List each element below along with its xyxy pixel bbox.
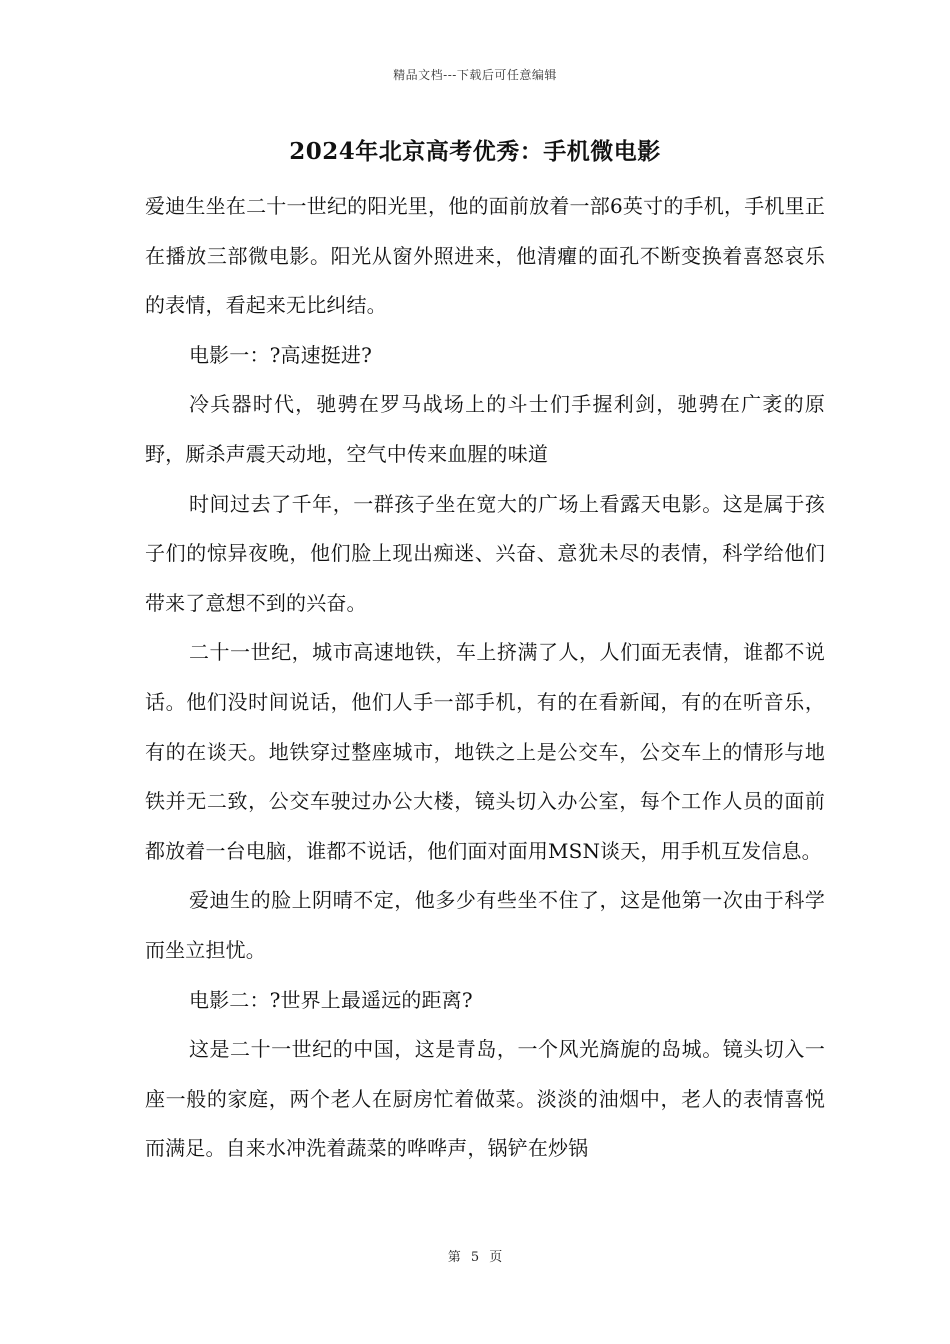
document-body: [145, 182, 825, 1174]
page-number: 第 5 页: [447, 1250, 503, 1265]
paragraph-edison-reaction: 爱迪生的脸上阴晴不定，他多少有些坐不住了，这是他第一次由于科学而坐立担忧。: [145, 888, 825, 962]
paragraph-open-air-movie: 时间过去了千年，一群孩子坐在宽大的广场上看露天电影。这是属于孩子们的惊异夜晚，他们脸上现出痴迷、兴奋、意犹未尽的表情，科学给他们带来了意想不到的兴奋。: [145, 491, 825, 615]
paragraph-movie-two-heading: 电影二：?世界上最遥远的距离?: [189, 987, 473, 1012]
paragraph-subway-scene: 二十一世纪，城市高速地铁，车上挤满了人，人们面无表情，谁都不说话。他们没时间说话，他们人手一部手机，有的在看新闻，有的在听音乐，有的在谈天。地铁穿过整座城市，地铁之上是公交车，公交车上的情形与地铁并无二致，公交车驶过办公大楼，镜头切入办公室，每个工作人员的面前都放着一台电脑，谁都不说话，他们面对面用MSN谈天，用手机互发信息。: [145, 640, 825, 863]
document-title: 2024年北京高考优秀：手机微电影: [289, 138, 661, 165]
paragraph-intro: 爱迪生坐在二十一世纪的阳光里，他的面前放着一部6英寸的手机，手机里正在播放三部微电影。阳光从窗外照进来，他清癯的面孔不断变换着喜怒哀乐的表情，看起来无比纠结。: [145, 194, 825, 318]
running-header: 精品文档---下载后可任意编辑: [393, 68, 557, 82]
paragraph-movie-one-heading: 电影一：?高速挺进?: [189, 342, 372, 367]
paragraph-cold-weapon-era: 冷兵器时代，驰骋在罗马战场上的斗士们手握利剑，驰骋在广袤的原野，厮杀声震天动地，空气中传来血腥的味道: [145, 392, 825, 466]
paragraph-qingdao-scene: 这是二十一世纪的中国，这是青岛，一个风光旖旎的岛城。镜头切入一座一般的家庭，两个老人在厨房忙着做菜。淡淡的油烟中，老人的表情喜悦而满足。自来水冲洗着蔬菜的哗哗声，锅铲在炒锅: [145, 1037, 825, 1161]
